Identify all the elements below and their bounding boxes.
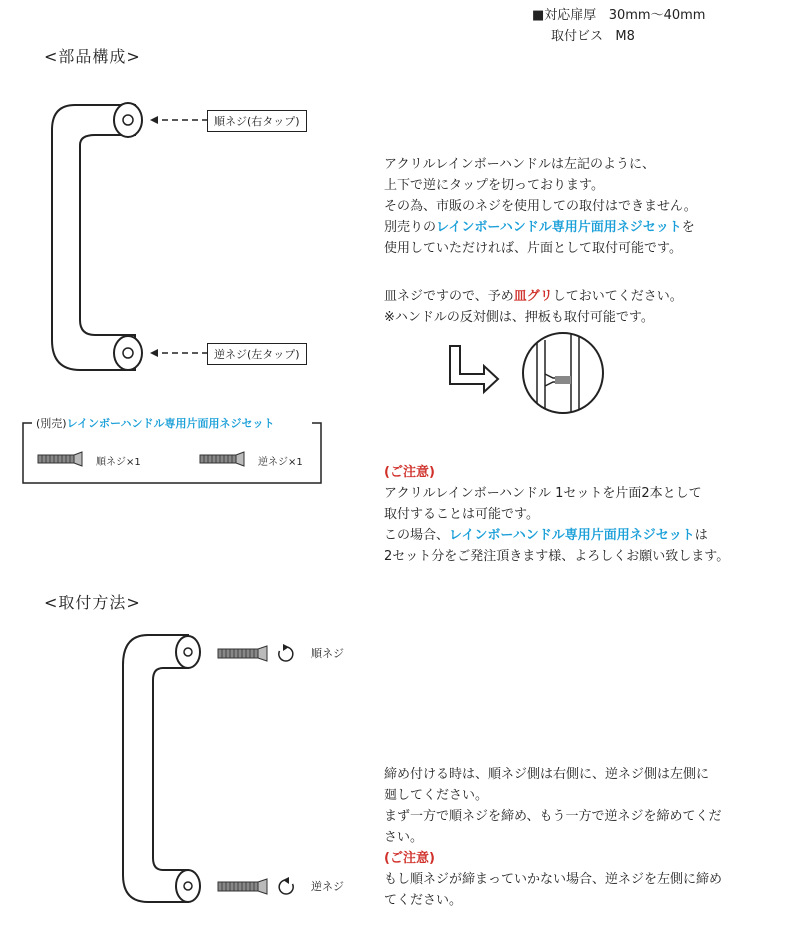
handle-diagram-parts [40, 95, 220, 395]
screw-icon [218, 646, 273, 662]
description-install: 締め付ける時は、順ネジ側は右側に、逆ネジ側は左側に 廻してください。 まず一方で順ネジを締め、もう一方で逆ネジを締めてくだ さい。 (ご注意) もし順ネジが締まっていかない場合、逆ネジを左側に締め てください。 [384, 767, 723, 908]
notice-parts: (ご注意) アクリルレインボーハンドル 1セットを片面2本として 取付することは可能です。 この場合、レインボーハンドル専用片面用ネジセットは 2セット分をご発注頂きます様、よろしくお願い致します。 [384, 465, 730, 564]
label-forward-screw: 順ネジ(右タップ) [207, 110, 307, 132]
rotate-clockwise-icon [276, 644, 296, 664]
section-title-parts: <部品構成> [44, 47, 141, 66]
set-item-forward: 順ネジ×1 [96, 457, 141, 468]
label-forward-install: 順ネジ [311, 647, 344, 660]
bent-arrow-icon [446, 344, 506, 394]
countersink-detail-diagram [515, 330, 615, 416]
set-box-title: (別売)レインボーハンドル専用片面用ネジセット [33, 415, 278, 431]
screw-icon [200, 452, 250, 466]
screw-icon [38, 452, 88, 466]
description-countersink: 皿ネジですので、予め皿グリしておいてください。 ※ハンドルの反対側は、押板も取付可能です。 [384, 289, 683, 325]
label-reverse-screw: 逆ネジ(左タップ) [207, 343, 307, 365]
screw-icon [218, 879, 273, 895]
description-parts: アクリルレインボーハンドルは左記のように、 上下で逆にタップを切っております。 その為、市販のネジを使用しての取付はできません。 別売りのレインボーハンドル専用片面用ネジセットを 使用していただければ、片面として取付可能です。 [384, 157, 697, 256]
set-item-reverse: 逆ネジ×1 [258, 457, 303, 468]
spec-thickness: ■対応扉厚 30mm〜40mm [532, 8, 706, 23]
handle-diagram-install [108, 630, 218, 910]
spec-screw: 取付ビス M8 [551, 29, 635, 44]
label-reverse-install: 逆ネジ [311, 880, 344, 893]
section-title-install: <取付方法> [44, 593, 141, 612]
rotate-counterclockwise-icon [276, 877, 296, 897]
